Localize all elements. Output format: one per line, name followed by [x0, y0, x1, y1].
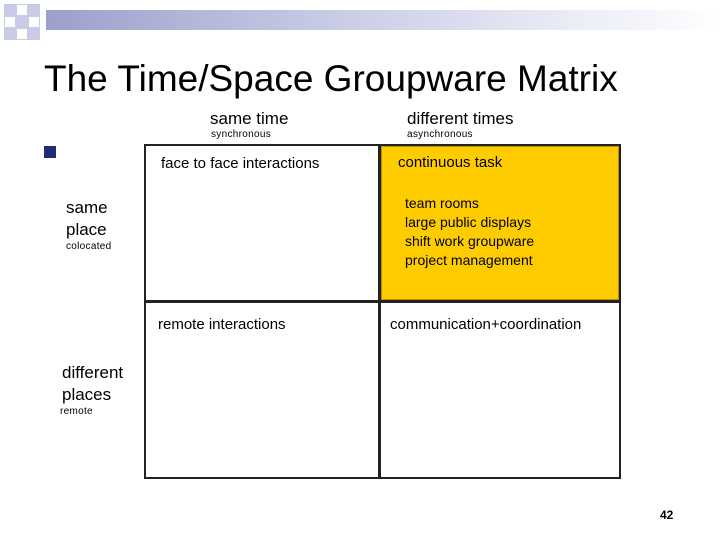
header-gradient-bar	[46, 10, 720, 30]
deco-square	[28, 4, 40, 16]
list-item: large public displays	[405, 214, 532, 230]
row-header-different-places	[62, 362, 123, 406]
matrix-horizontal-divider	[146, 300, 619, 303]
row-header-line: different	[62, 363, 124, 382]
row-subheader-remote: remote	[60, 406, 93, 417]
matrix-vertical-divider	[378, 146, 381, 477]
list-item: team rooms	[405, 195, 479, 211]
list-item: project management	[405, 252, 533, 268]
deco-square	[28, 28, 40, 40]
column-header-different-times: different times	[407, 109, 514, 128]
deco-square	[4, 16, 16, 28]
cell-communication-coordination: communication+coordination	[390, 316, 582, 333]
row-header-line: same	[66, 198, 108, 217]
continuous-task-list	[405, 194, 534, 270]
row-header-line: place	[66, 220, 107, 239]
page-number: 42	[660, 508, 674, 522]
deco-square	[4, 28, 16, 40]
deco-square	[16, 4, 28, 16]
bullet-icon	[44, 146, 56, 158]
cell-face-to-face: face to face interactions	[161, 155, 320, 172]
deco-square	[28, 16, 40, 28]
cell-continuous-task: continuous task	[398, 154, 503, 171]
row-subheader-colocated: colocated	[66, 241, 112, 252]
deco-square	[16, 28, 28, 40]
cell-remote-interactions: remote interactions	[158, 316, 286, 333]
deco-square	[4, 4, 16, 16]
slide-title: The Time/Space Groupware Matrix	[44, 58, 618, 99]
column-header-same-time: same time	[210, 109, 289, 128]
row-header-same-place	[66, 197, 108, 241]
deco-square	[16, 16, 28, 28]
column-subheader-asynchronous: asynchronous	[407, 129, 473, 140]
list-item: shift work groupware	[405, 233, 535, 249]
row-header-line: places	[62, 385, 112, 404]
column-subheader-synchronous: synchronous	[211, 129, 271, 140]
